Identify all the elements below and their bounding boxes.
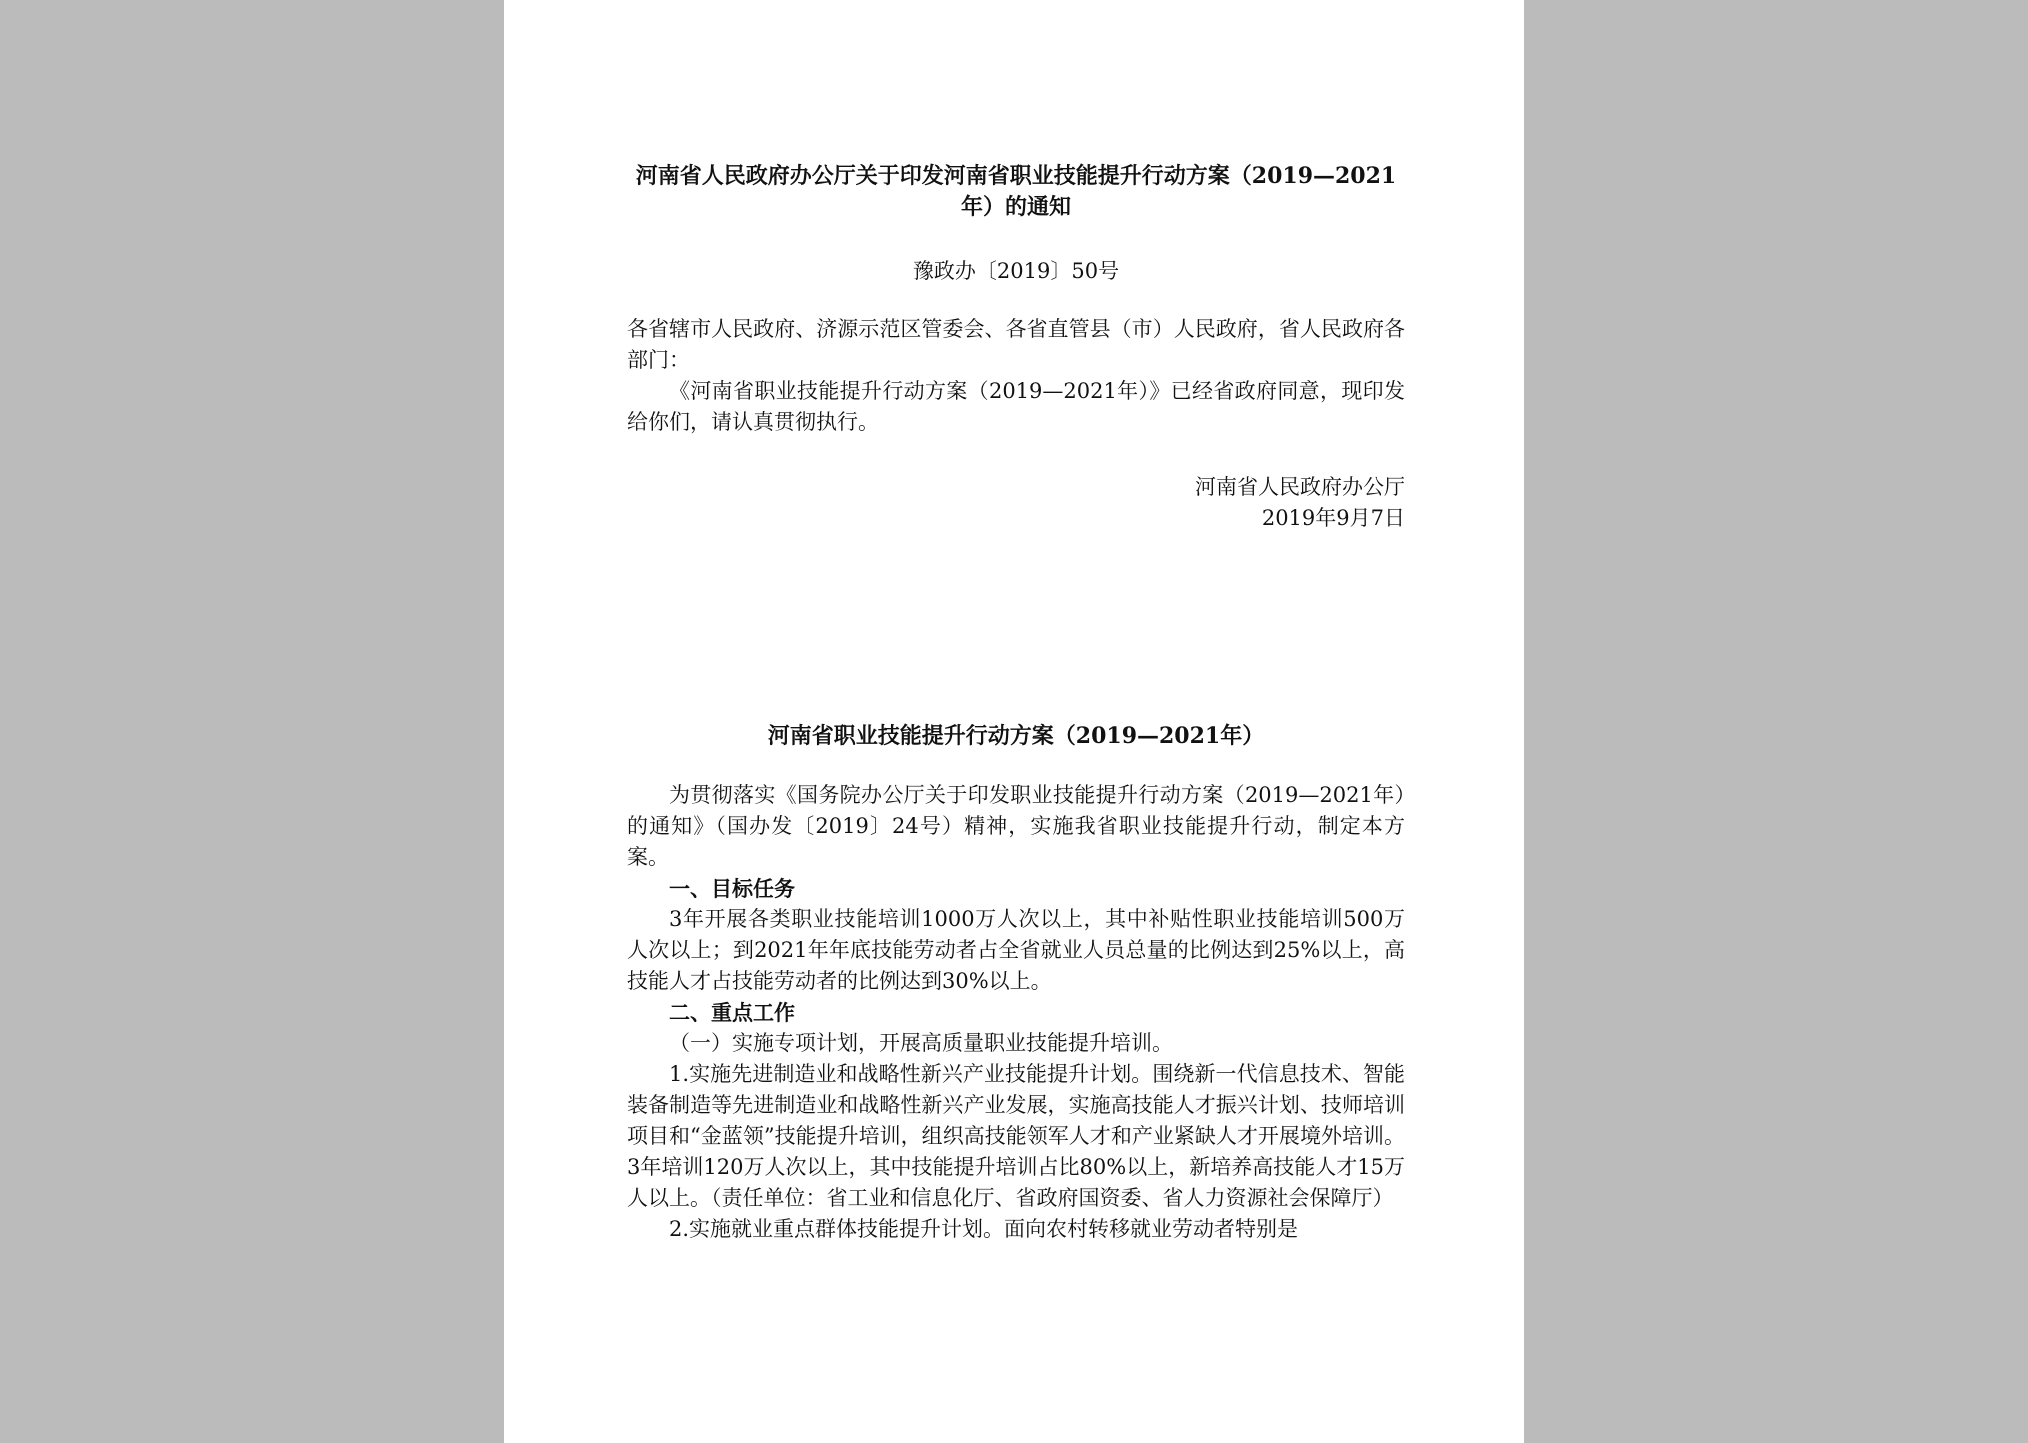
- notice-title: 河南省人民政府办公厅关于印发河南省职业技能提升行动方案（2019—2021年）的通知: [635, 163, 1397, 220]
- plan-body: [627, 780, 1405, 1245]
- document-number: 豫政办〔2019〕50号: [912, 259, 1120, 283]
- section-heading-key-work: 二、重点工作: [669, 1000, 795, 1025]
- notice-body: 《河南省职业技能提升行动方案（2019—2021年）》已经省政府同意，现印发给你们，请认真贯彻执行。: [627, 379, 1405, 434]
- section-heading-targets: 一、目标任务: [669, 876, 795, 901]
- section-text-targets: 3年开展各类职业技能培训1000万人次以上，其中补贴性职业技能培训500万人次以上；到2021年年底技能劳动者占全省就业人员总量的比例达到25%以上，高技能人才占技能劳动者的比例达到30%以上。: [627, 907, 1405, 993]
- issuing-office: 河南省人民政府办公厅: [1195, 475, 1405, 499]
- item-1: 1.实施先进制造业和战略性新兴产业技能提升计划。围绕新一代信息技术、智能装备制造等先进制造业和战略性新兴产业发展，实施高技能人才振兴计划、技师培训项目和“金蓝领”技能提升培训，组织高技能领军人才和产业紧缺人才开展境外培训。3年培训120万人次以上，其中技能提升培训占比80%以上，新培养高技能人才15万人以上。（责任单位：省工业和信息化厅、省政府国资委、省人力资源社会保障厅）: [627, 1062, 1405, 1210]
- document-page: [504, 0, 1524, 1443]
- plan-intro: 为贯彻落实《国务院办公厅关于印发职业技能提升行动方案（2019—2021年）的通知》（国办发〔2019〕24号）精神，实施我省职业技能提升行动，制定本方案。: [627, 783, 1405, 869]
- issue-date: 2019年9月7日: [1261, 506, 1405, 530]
- item-2: 2.实施就业重点群体技能提升计划。面向农村转移就业劳动者特别是: [669, 1217, 1299, 1241]
- notice-addressee: 各省辖市人民政府、济源示范区管委会、各省直管县（市）人民政府，省人民政府各部门：: [627, 317, 1405, 372]
- subsection-heading: （一）实施专项计划，开展高质量职业技能提升培训。: [669, 1031, 1173, 1055]
- plan-title: 河南省职业技能提升行动方案（2019—2021年）: [767, 723, 1265, 749]
